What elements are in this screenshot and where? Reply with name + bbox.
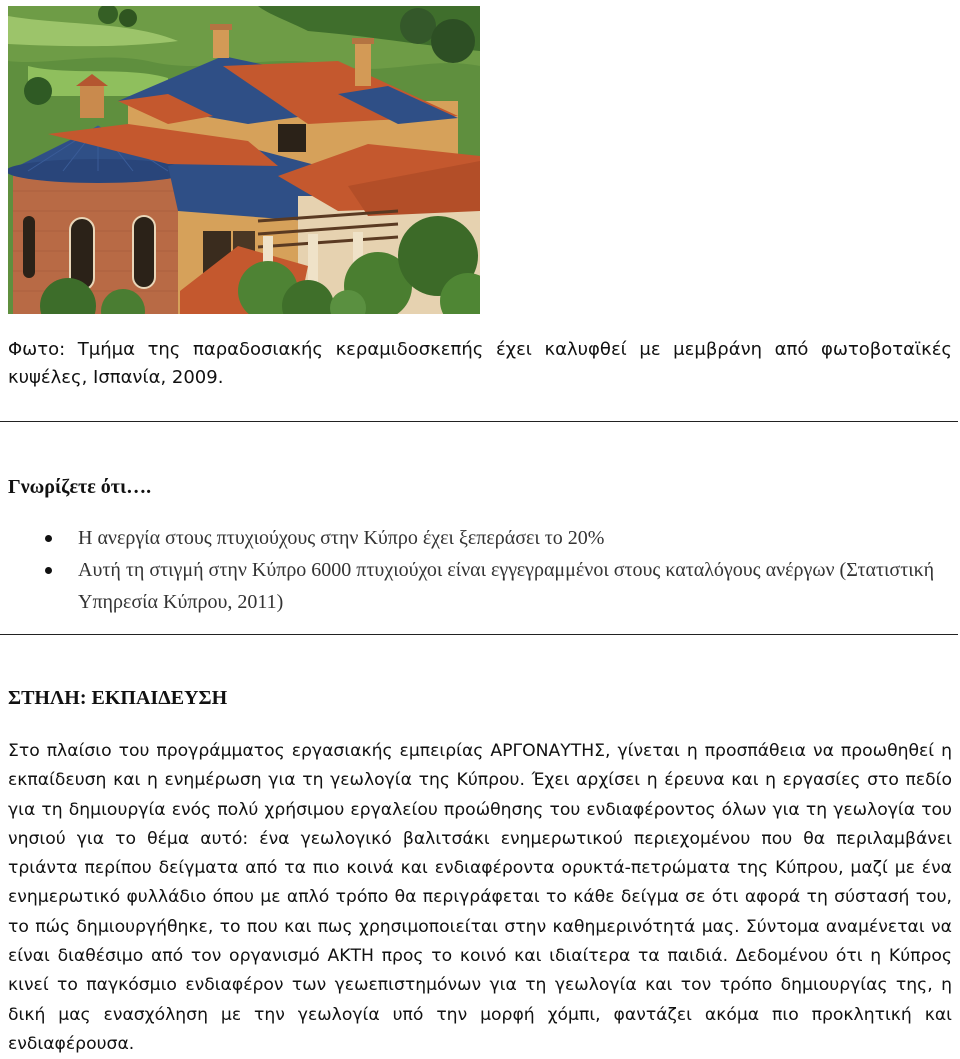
list-item-text: Η ανεργία στους πτυχιούχους στην Κύπρο έχει ξεπεράσει το 20% xyxy=(78,527,605,549)
divider-middle xyxy=(0,634,958,635)
list-item xyxy=(0,554,958,618)
list-item-text: Αυτή τη στιγμή στην Κύπρο 6000 πτυχιούχοι είναι εγγεγραμμένοι στους καταλόγους ανέργων (Στατιστική Υπηρεσία Κύπρου, 2011) xyxy=(78,559,935,613)
list-item xyxy=(0,522,958,554)
bullet-icon xyxy=(45,567,52,574)
divider-top xyxy=(0,421,958,422)
house-photo xyxy=(8,6,480,314)
did-you-know-title: Γνωρίζετε ότι…. xyxy=(8,476,152,498)
column-body: Στο πλαίσιο του προγράμματος εργασιακής εμπειρίας ΑΡΓΟΝΑΥΤΗΣ, γίνεται η προσπάθεια να προωθηθεί η εκπαίδευση και η ενημέρωση για τη γεωλογία της Κύπρου. Έχει αρχίσει η έρευνα και η εργασίες στο πεδίο για τη δημιουργία ενός πολύ χρήσιμου εργαλείου προώθησης του ενδιαφέροντος όλων για τη γεωλογία του νησιού για το θέμα αυτό: ένα γεωλογικό βαλιτσάκι ενημερωτικού περιεχομένου που θα περιλαμβάνει τριάντα περίπου δείγματα από τα πιο κοινά και ενδιαφέροντα ορυκτά-πετρώματα της Κύπρου, μαζί με ένα ενημερωτικό φυλλάδιο όπου με απλό τρόπο θα περιγράφεται το κάθε δείγμα σε ότι αφορά τη σύστασή του, το πώς δημιουργήθηκε, το που και πως χρησιμοποιείται στην καθημερινότητά μας. Σύντομα αναμένεται να είναι διαθέσιμο από τον οργανισμό ΑΚΤΗ προς το κοινό και ιδιαίτερα τα παιδιά. Δεδομένου ότι η Κύπρος κινεί το παγκόσμιο ενδιαφέρον των γεωεπιστημόνων για τη γεωλογία και τον τρόπο δημιουργίας της, η δική μας ενασχόληση με την γεωλογία υπό την μορφή χόμπι, φαντάζει ακόμα πιο προκλητική και ενδιαφέρουσα. xyxy=(8,741,952,1054)
column-title: ΣΤΗΛΗ: ΕΚΠΑΙΔΕΥΣΗ xyxy=(8,687,228,709)
did-you-know-list xyxy=(0,522,958,618)
photo-caption: Φωτο: Τμήμα της παραδοσιακής κεραμιδοσκεπής έχει καλυφθεί με μεμβράνη από φωτοβοταϊκές κυψέλες, Ισπανία, 2009. xyxy=(8,339,952,388)
bullet-icon xyxy=(45,535,52,542)
